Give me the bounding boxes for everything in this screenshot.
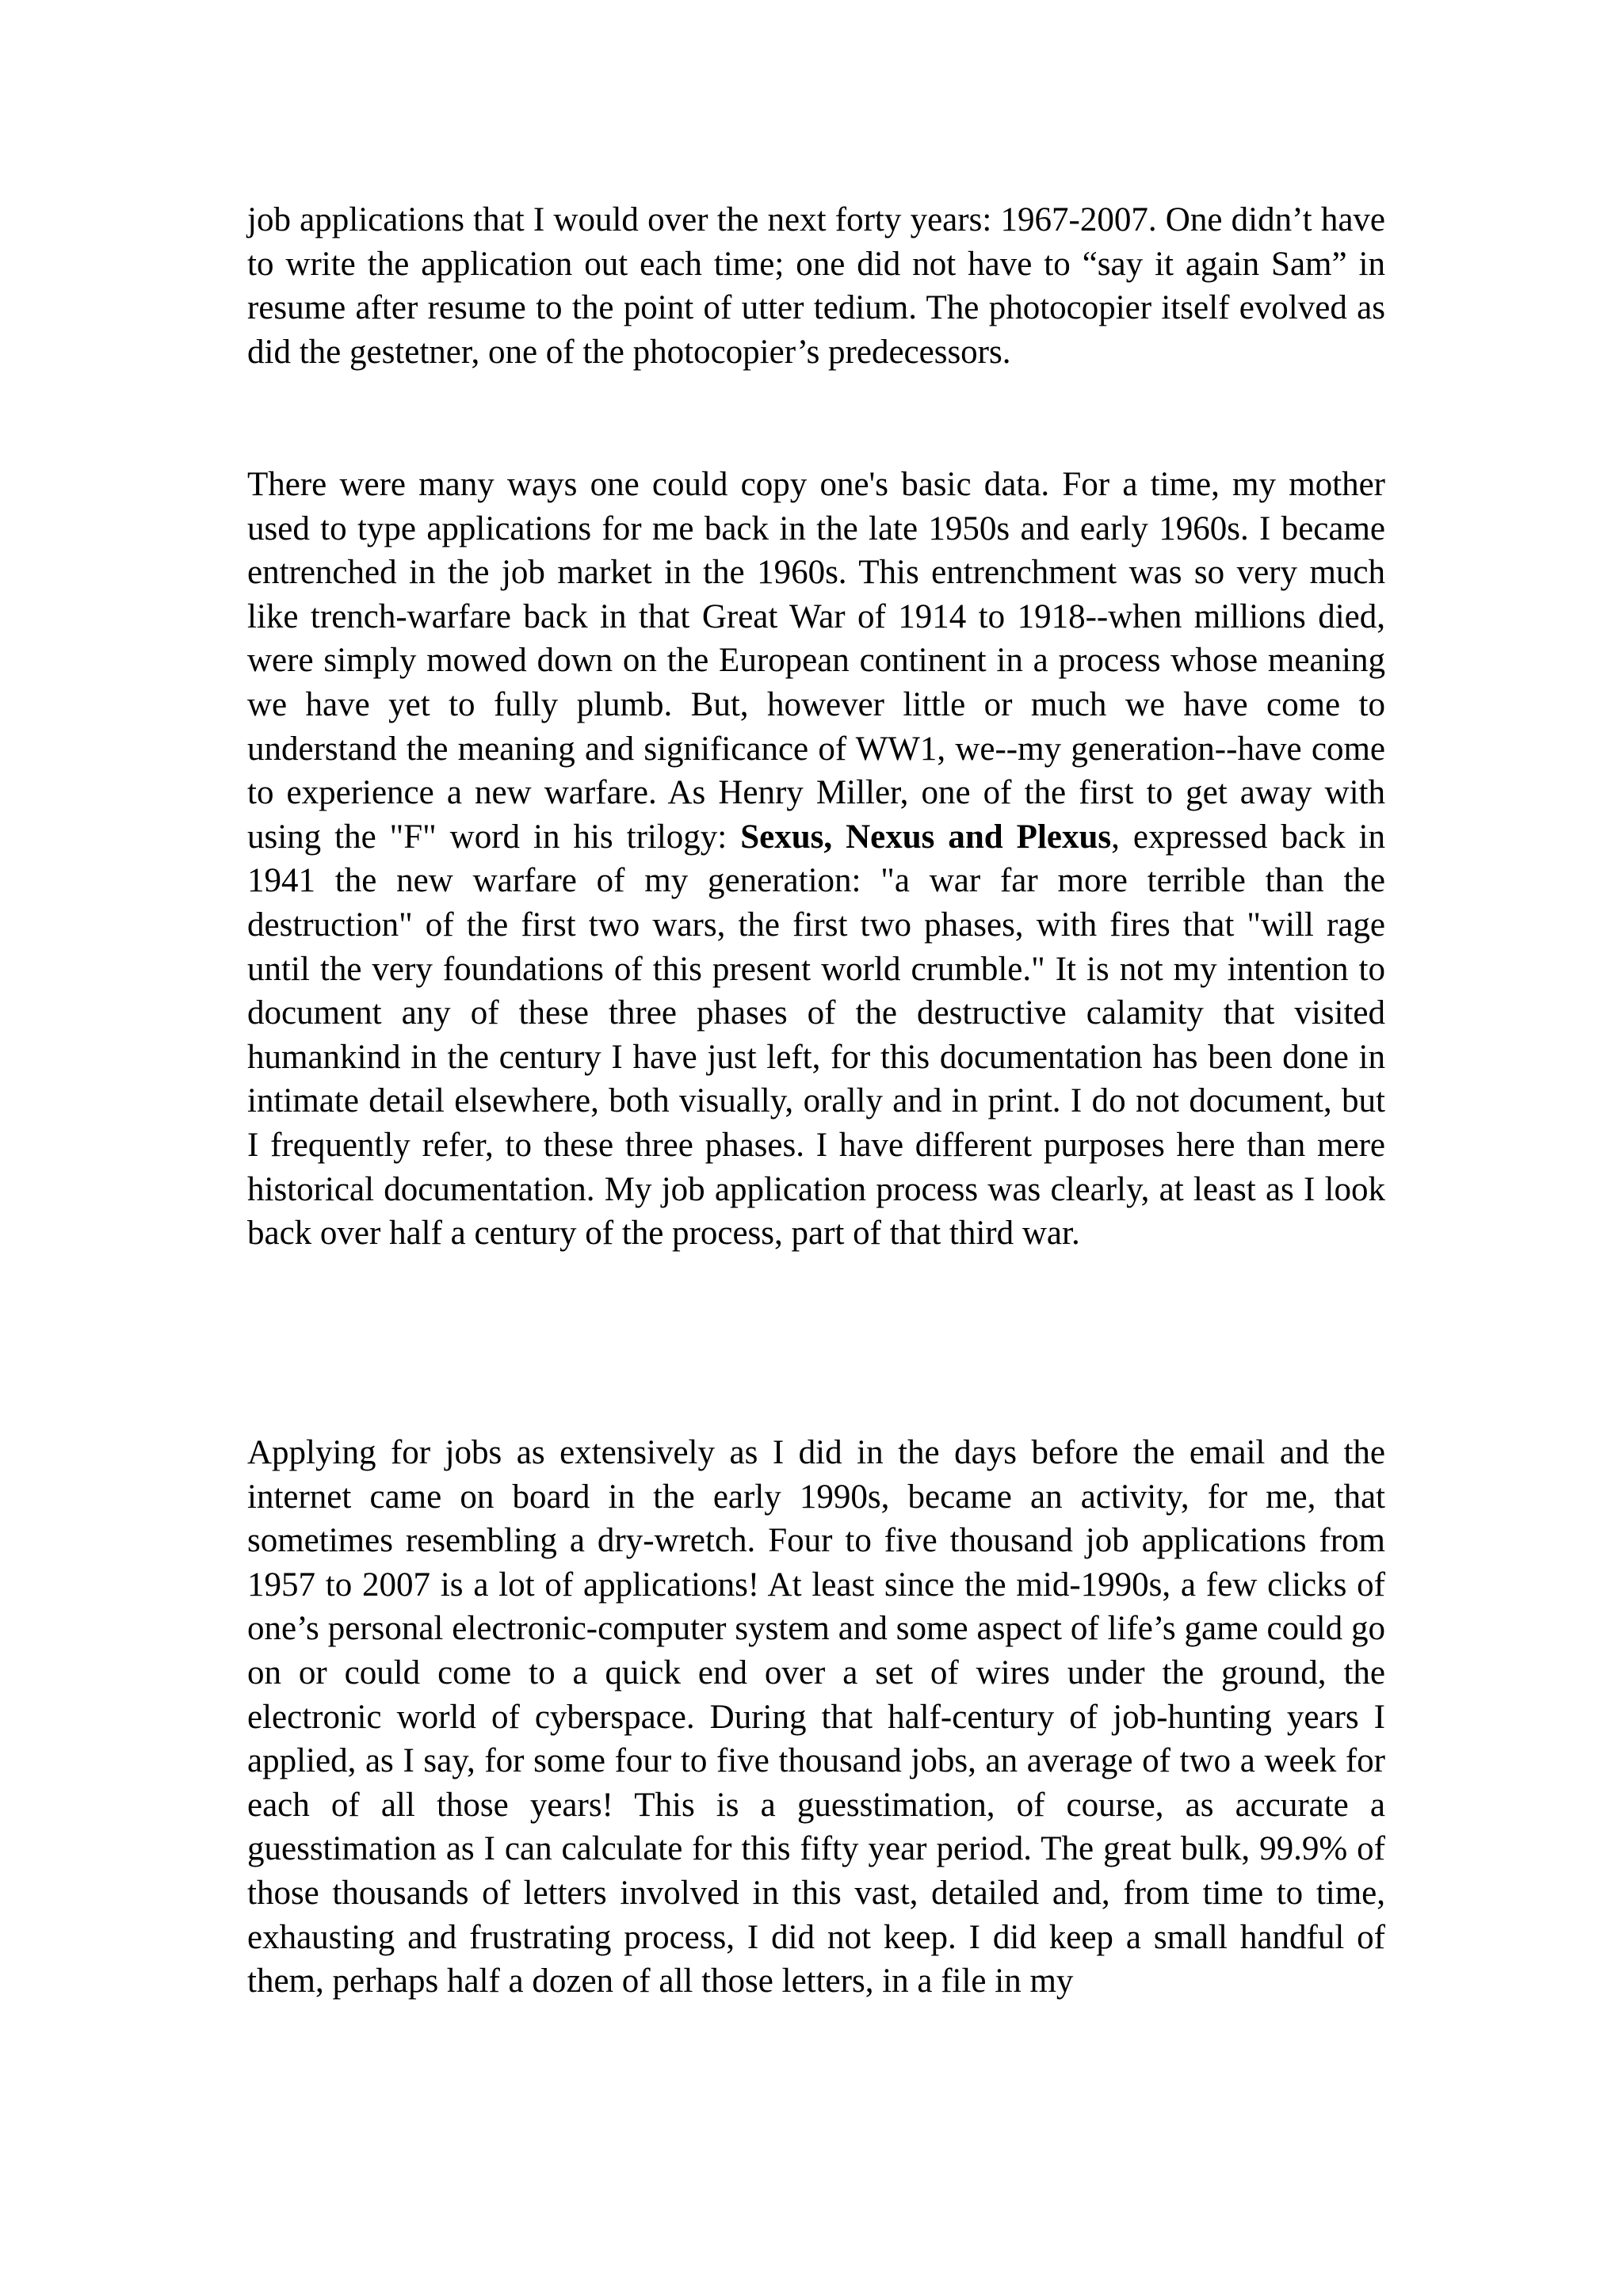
- paragraph-2-part-1: There were many ways one could copy one's basic data. For a time, my mother used to type applications for me back in the late 1950s and early 1960s. I became entrenched in the job market in the 1960s. This entrenchment was so very much like trench-warfare back in that Great War of 1914 to 1918--when millions died, were simply mowed down on the European continent in a process whose meaning we have yet to fully plumb. But, however little or much we have come to understand the meaning and significance of WW1, we--my generation--have come to experience a new warfare. As Henry Miller, one of the first to get away with using the "F" word in his trilogy:: [247, 466, 1385, 856]
- paragraph-1-text: job applications that I would over the next forty years: 1967-2007. One didn’t have to write the application out each time; one did not have to “say it again Sam” in resume after resume to the point of utter tedium. The photocopier itself evolved as did the gestetner, one of the photocopier’s predecessors.: [247, 201, 1385, 371]
- paragraph-2-text: [247, 463, 1385, 1256]
- paragraph-2-part-2: , expressed back in 1941 the new warfare of my generation: "a war far more terrible than the destruction" of the first two wars, the first two phases, with fires that "will rage until the very foundations of this present world crumble." It is not my intention to document any of these three phases of the destructive calamity that visited humankind in the century I have just left, for this documentation has been done in intimate detail elsewhere, both visually, orally and in print. I do not document, but I frequently refer, to these three phases. I have different purposes here than mere historical documentation. My job application process was clearly, at least as I look back over half a century of the process, part of that third war.: [247, 818, 1385, 1253]
- trilogy-title: Sexus, Nexus and Plexus: [740, 818, 1112, 856]
- paragraph-1: [247, 198, 1385, 374]
- paragraph-3-text: Applying for jobs as extensively as I did in the days before the email and the internet came on board in the early 1990s, became an activity, for me, that sometimes resembling a dry-wretch. Four to five thousand job applications from 1957 to 2007 is a lot of applications! At least since the mid-1990s, a few clicks of one’s personal electronic-computer system and some aspect of life’s game could go on or could come to a quick end over a set of wires under the ground, the electronic world of cyberspace. During that half-century of job-hunting years I applied, as I say, for some four to five thousand jobs, an average of two a week for each of all those years! This is a guesstimation, of course, as accurate a guesstimation as I can calculate for this fifty year period. The great bulk, 99.9% of those thousands of letters involved in this vast, detailed and, from time to time, exhausting and frustrating process, I did not keep. I did keep a small handful of them, perhaps half a dozen of all those letters, in a file in my: [247, 1434, 1385, 2000]
- paragraph-2: [247, 463, 1385, 1256]
- paragraph-3: [247, 1431, 1385, 2004]
